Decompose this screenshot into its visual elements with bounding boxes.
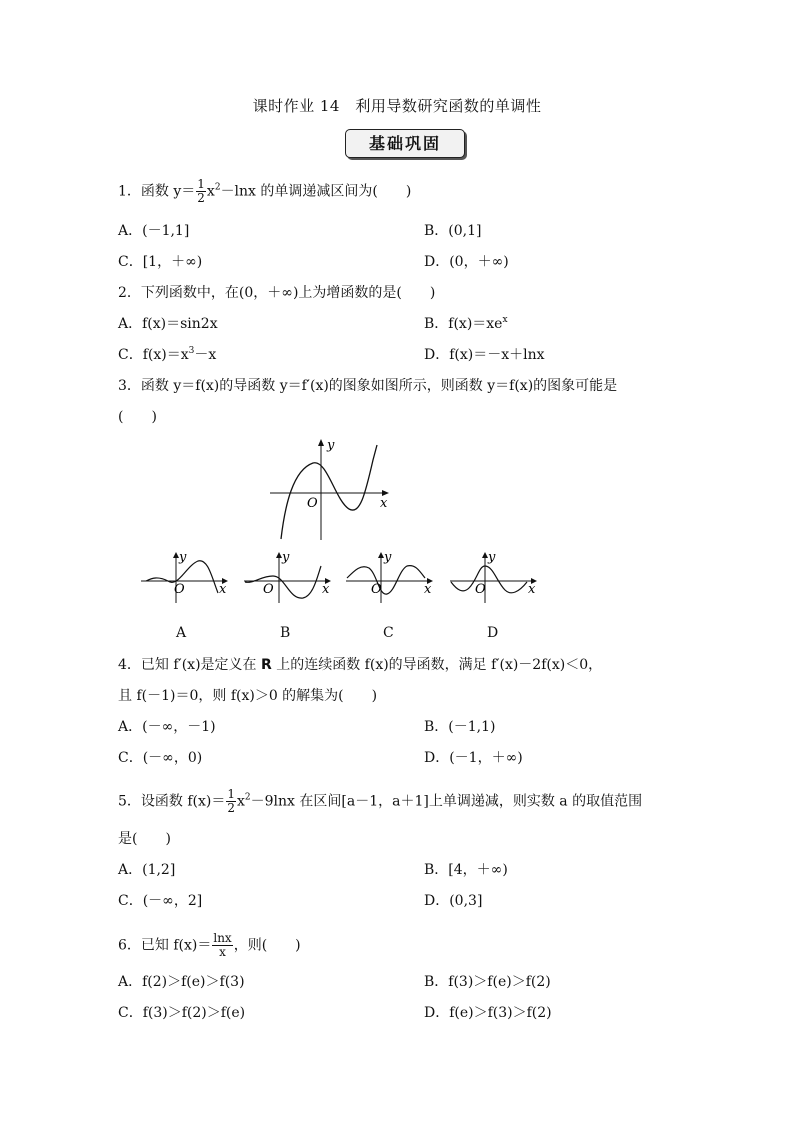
q1-stem: 1．函数 y＝ $\frac{1}{2}$ $x^2-\ln x$ 的单调递减区间为( ) (118, 177, 412, 205)
q1-option-b: B．(0,1] (424, 223, 482, 239)
q5-fraction: $\frac{1}{2}$ (227, 787, 235, 815)
x-axis-label: x (380, 496, 388, 511)
option-graph-c (343, 548, 438, 606)
option-c-x-label: x (424, 582, 432, 597)
q1-option-c: C．[1，＋∞) (118, 254, 203, 270)
q2-option-a: A．f(x)＝sin2x (118, 316, 218, 332)
origin-label: O (307, 496, 318, 511)
q4-option-b: B．(－1,1) (424, 719, 496, 735)
q5-option-a: A．(1,2] (118, 862, 176, 878)
section-badge: 基础巩固 (345, 129, 465, 158)
q3-choice-a: A (176, 625, 187, 641)
option-a-x-label: x (219, 582, 227, 597)
q6-option-d: D．f(e)＞f(3)＞f(2) (424, 1005, 552, 1021)
option-graph-a (138, 548, 233, 606)
q6-option-b: B．f(3)＞f(e)＞f(2) (424, 974, 551, 990)
q5-option-b: B．[4，＋∞) (424, 862, 508, 878)
q5-option-d: D．(0,3] (424, 893, 483, 909)
derivative-graph (265, 435, 395, 545)
q3-choice-d: D (487, 625, 499, 641)
q3-stem-line2: ( ) (118, 409, 157, 425)
q5-option-c: C．(－∞，2] (118, 893, 203, 909)
q6-fraction: $\frac{\ln x}{x}$ (213, 931, 232, 959)
q4-stem: 4．已知 f′(x)是定义在 R 上的连续函数 f(x)的导函数，满足 f′(x)－2f(x)＜0， (118, 657, 603, 673)
q3-stem: 3．函数 y＝f(x)的导函数 y＝f′(x)的图象如图所示，则函数 y＝f(x)的图象可能是 (118, 378, 618, 394)
q1-fraction: $\frac{1}{2}$ (197, 177, 205, 205)
q2-option-c: C．$f(x)=x^3-x$ (118, 346, 217, 363)
q6-option-c: C．f(3)＞f(2)＞f(e) (118, 1005, 246, 1021)
q2-stem: 2．下列函数中，在(0，＋∞)上为增函数的是( ) (118, 285, 436, 301)
q4-stem-line2: 且 f(－1)＝0，则 f(x)＞0 的解集为( ) (118, 688, 378, 704)
option-b-x-label: x (322, 582, 330, 597)
q4-option-a: A．(－∞，－1) (118, 719, 216, 735)
option-d-y-label: y (488, 550, 496, 565)
page-title: 课时作业 14 利用导数研究函数的单调性 (252, 97, 542, 115)
q3-choice-b: B (280, 625, 291, 641)
q2-option-b: B．$f(x)=xe^x$ (424, 315, 508, 332)
option-d-x-label: x (528, 582, 536, 597)
option-c-origin: O (371, 582, 382, 597)
option-c-y-label: y (384, 550, 392, 565)
option-d-origin: O (475, 582, 486, 597)
option-a-origin: O (174, 582, 185, 597)
q1-option-d: D．(0，＋∞) (424, 254, 509, 270)
q2-option-d: D．f(x)＝－x＋lnx (424, 347, 545, 363)
q5-stem: 5．设函数 f(x)＝ $\frac{1}{2}$ $x^2-9\ln x$ 在区间[a－1，a＋1]上单调递减，则实数 a 的取值范围 (118, 787, 643, 815)
option-graph-d (447, 548, 542, 606)
y-axis-label: y (327, 438, 335, 453)
q6-option-a: A．f(2)＞f(e)＞f(3) (118, 974, 245, 990)
option-a-y-label: y (179, 550, 187, 565)
q4-option-d: D．(－1，＋∞) (424, 750, 523, 766)
q5-stem-line2: 是( ) (118, 831, 171, 847)
option-graph-b (241, 548, 336, 606)
option-b-y-label: y (282, 550, 290, 565)
q6-stem: 6．已知 f(x)＝ $\frac{\ln x}{x}$ ，则( ) (118, 931, 301, 959)
q1-option-a: A．(－1,1] (118, 223, 190, 239)
q4-option-c: C．(－∞，0) (118, 750, 203, 766)
q3-choice-c: C (383, 625, 394, 641)
option-b-origin: O (263, 582, 274, 597)
